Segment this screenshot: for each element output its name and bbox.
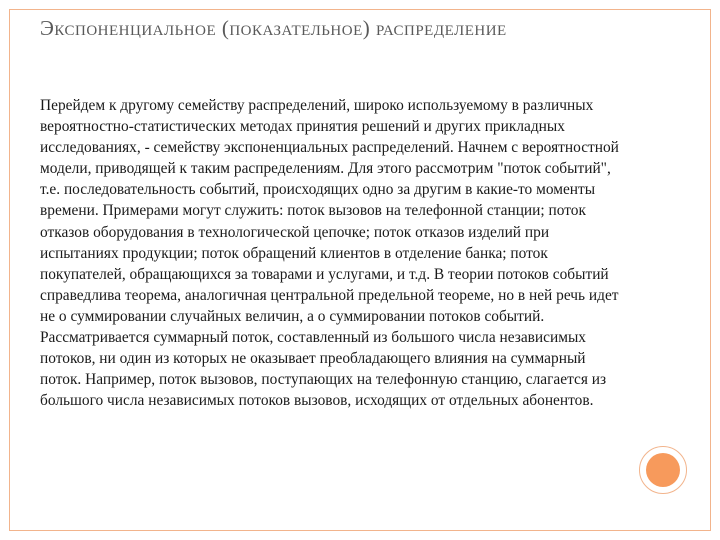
slide-title: Экспоненциальное (показательное) распределение: [40, 16, 507, 40]
decorative-circle-dot: [646, 453, 680, 487]
slide-body-text: Перейдем к другому семейству распределений, широко используемому в различных вероятностно-статистических методах принятия решений и других прикладных исследованиях, - семейству экспоненциальных распределений. Начнем с вероятностной модели, приводящей к таким распределениям. Для этого рассмотрим "поток событий", т.е. последовательность событий, происходящих одно за другим в какие-то моменты времени. Примерами могут служить: поток вызовов на телефонной станции; поток отказов оборудования в технологической цепочке; поток отказов изделий при испытаниях продукции; поток обращений клиентов в отделение банка; поток покупателей, обращающихся за товарами и услугами, и т.д. В теории потоков событий справедлива теорема, аналогичная центральной предельной теореме, но в ней речь идет не о суммировании случайных величин, а о суммировании потоков событий. Рассматривается суммарный поток, составленный из большого числа независимых потоков, ни один из которых не оказывает преобладающего влияния на суммарный поток. Например, поток вызовов, поступающих на телефонную станцию, слагается из большого числа независимых потоков вызовов, исходящих от отдельных абонентов.: [40, 97, 619, 410]
